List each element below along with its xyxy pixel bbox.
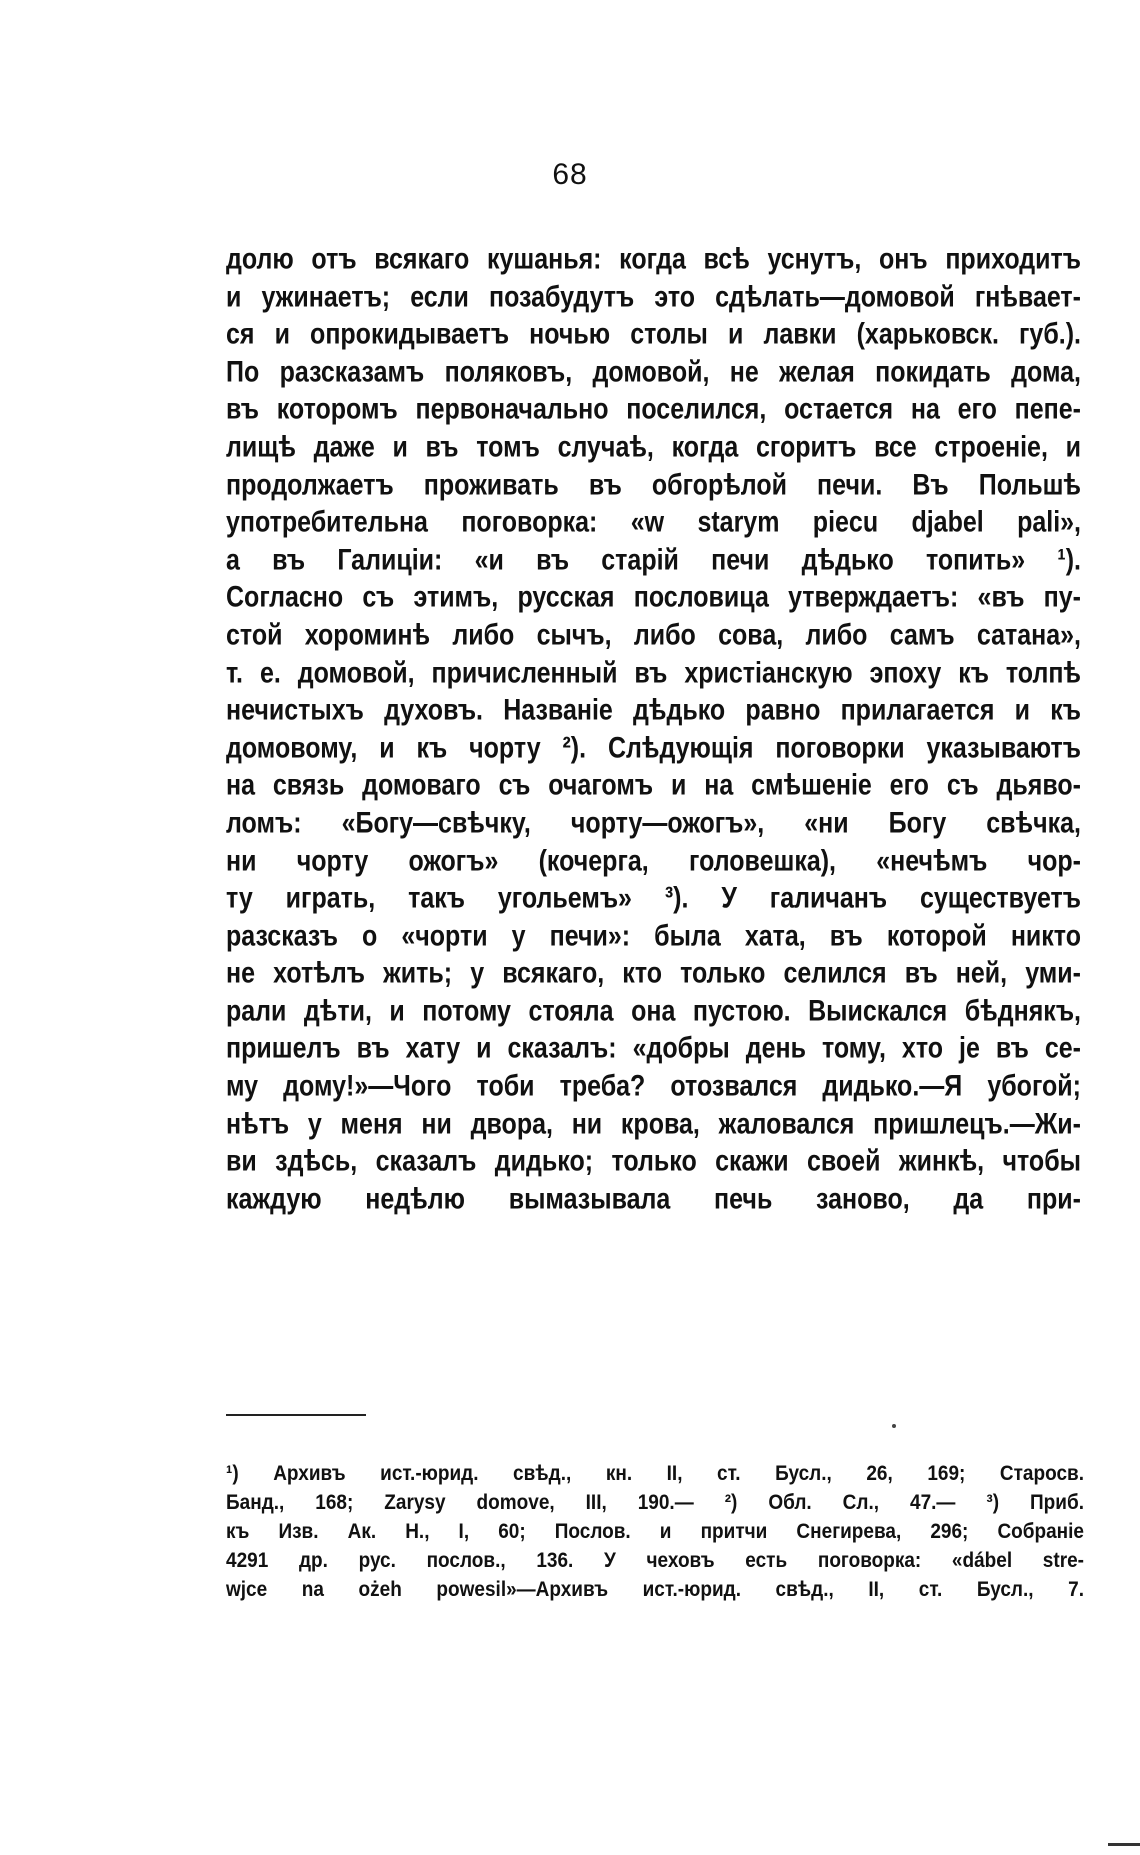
body-line: стой хороминѣ либо сычъ, либо сова, либо самъ сатана»,: [226, 618, 1081, 652]
body-line: употребительна поговорка: «w starym piecu djabel pali»,: [226, 505, 1081, 539]
body-line: ту играть, такъ угольемъ» ³). У галичанъ существуетъ: [226, 881, 1081, 915]
body-line: продолжаетъ проживать въ обгорѣлой печи. Въ Польшѣ: [226, 468, 1081, 502]
body-line: разсказъ о «чорти у печи»: была хата, въ которой никто: [226, 919, 1081, 953]
body-line: лищѣ даже и въ томъ случаѣ, когда сгоритъ все строеніе, и: [226, 430, 1081, 464]
footnote-line: Банд., 168; Zarysy domove, III, 190.— ²) Обл. Сл., 47.— ³) Приб.: [226, 1491, 1084, 1515]
footnotes: [226, 1458, 1084, 1603]
body-line: нѣтъ у меня ни двора, ни крова, жаловался пришлецъ.—Жи-: [226, 1107, 1081, 1141]
print-speck: [892, 1424, 896, 1428]
footnote-line: 4291 др. рус. послов., 136. У чеховъ есть поговорка: «dábel stre-: [226, 1549, 1084, 1573]
body-text: [226, 238, 1081, 1215]
body-line: Согласно съ этимъ, русская пословица утверждаетъ: «въ пу-: [226, 581, 1081, 615]
scan-edge-mark: [1108, 1843, 1140, 1846]
footnote-line: wjce na ożeh powesil»—Архивъ ист.-юрид. свѣд., II, ст. Бусл., 7.: [226, 1578, 1084, 1602]
body-line: а въ Галиціи: «и въ старій печи дѣдько топить» ¹).: [226, 543, 1081, 577]
body-line: домовому, и къ чорту ²). Слѣдующія поговорки указываютъ: [226, 731, 1081, 765]
body-line: каждую недѣлю вымазывала печь заново, да при-: [226, 1182, 1081, 1216]
body-line: и ужинаетъ; если позабудутъ это сдѣлать—домовой гнѣвает-: [226, 280, 1081, 314]
body-line: ся и опрокидываетъ ночью столы и лавки (харьковск. губ.).: [226, 317, 1081, 351]
body-line: ви здѣсь, сказалъ дидько; только скажи своей жинкѣ, чтобы: [226, 1144, 1081, 1179]
page-number: 68: [552, 158, 588, 191]
body-line: въ которомъ первоначально поселился, остается на его пепе-: [226, 393, 1081, 427]
body-line: ломъ: «Богу—свѣчку, чорту—ожогъ», «ни Богу свѣчка,: [226, 806, 1081, 840]
body-line: ни чорту ожогъ» (кочерга, головешка), «нечѣмъ чор-: [226, 844, 1081, 878]
body-line: не хотѣлъ жить; у всякаго, кто только селился въ ней, уми-: [226, 957, 1081, 991]
body-line: нечистыхъ духовъ. Названіе дѣдько равно прилагается и къ: [226, 693, 1081, 727]
body-line: По разсказамъ поляковъ, домовой, не желая покидать дома,: [226, 355, 1081, 389]
body-line: т. е. домовой, причисленный въ христіанскую эпоху къ толпѣ: [226, 656, 1081, 690]
footnote-line: къ Изв. Ак. Н., I, 60; Послов. и притчи Снегирева, 296; Собраніе: [226, 1520, 1084, 1544]
body-line: пришелъ въ хату и сказалъ: «добры день тому, хто je въ се-: [226, 1032, 1081, 1066]
body-line: рали дѣти, и потому стояла она пустою. Выискался бѣднякъ,: [226, 994, 1081, 1028]
footnote-separator: [226, 1414, 366, 1416]
footnote-line: ¹) Архивъ ист.-юрид. свѣд., кн. II, ст. Бусл., 26, 169; Старосв.: [226, 1462, 1084, 1486]
body-line: на связь домоваго съ очагомъ и на смѣшеніе его съ дьяво-: [226, 769, 1081, 803]
body-line: долю отъ всякаго кушанья: когда всѣ уснутъ, онъ приходитъ: [226, 242, 1081, 276]
body-line: му дому!»—Чого тоби треба? отозвался дидько.—Я убогой;: [226, 1069, 1081, 1103]
